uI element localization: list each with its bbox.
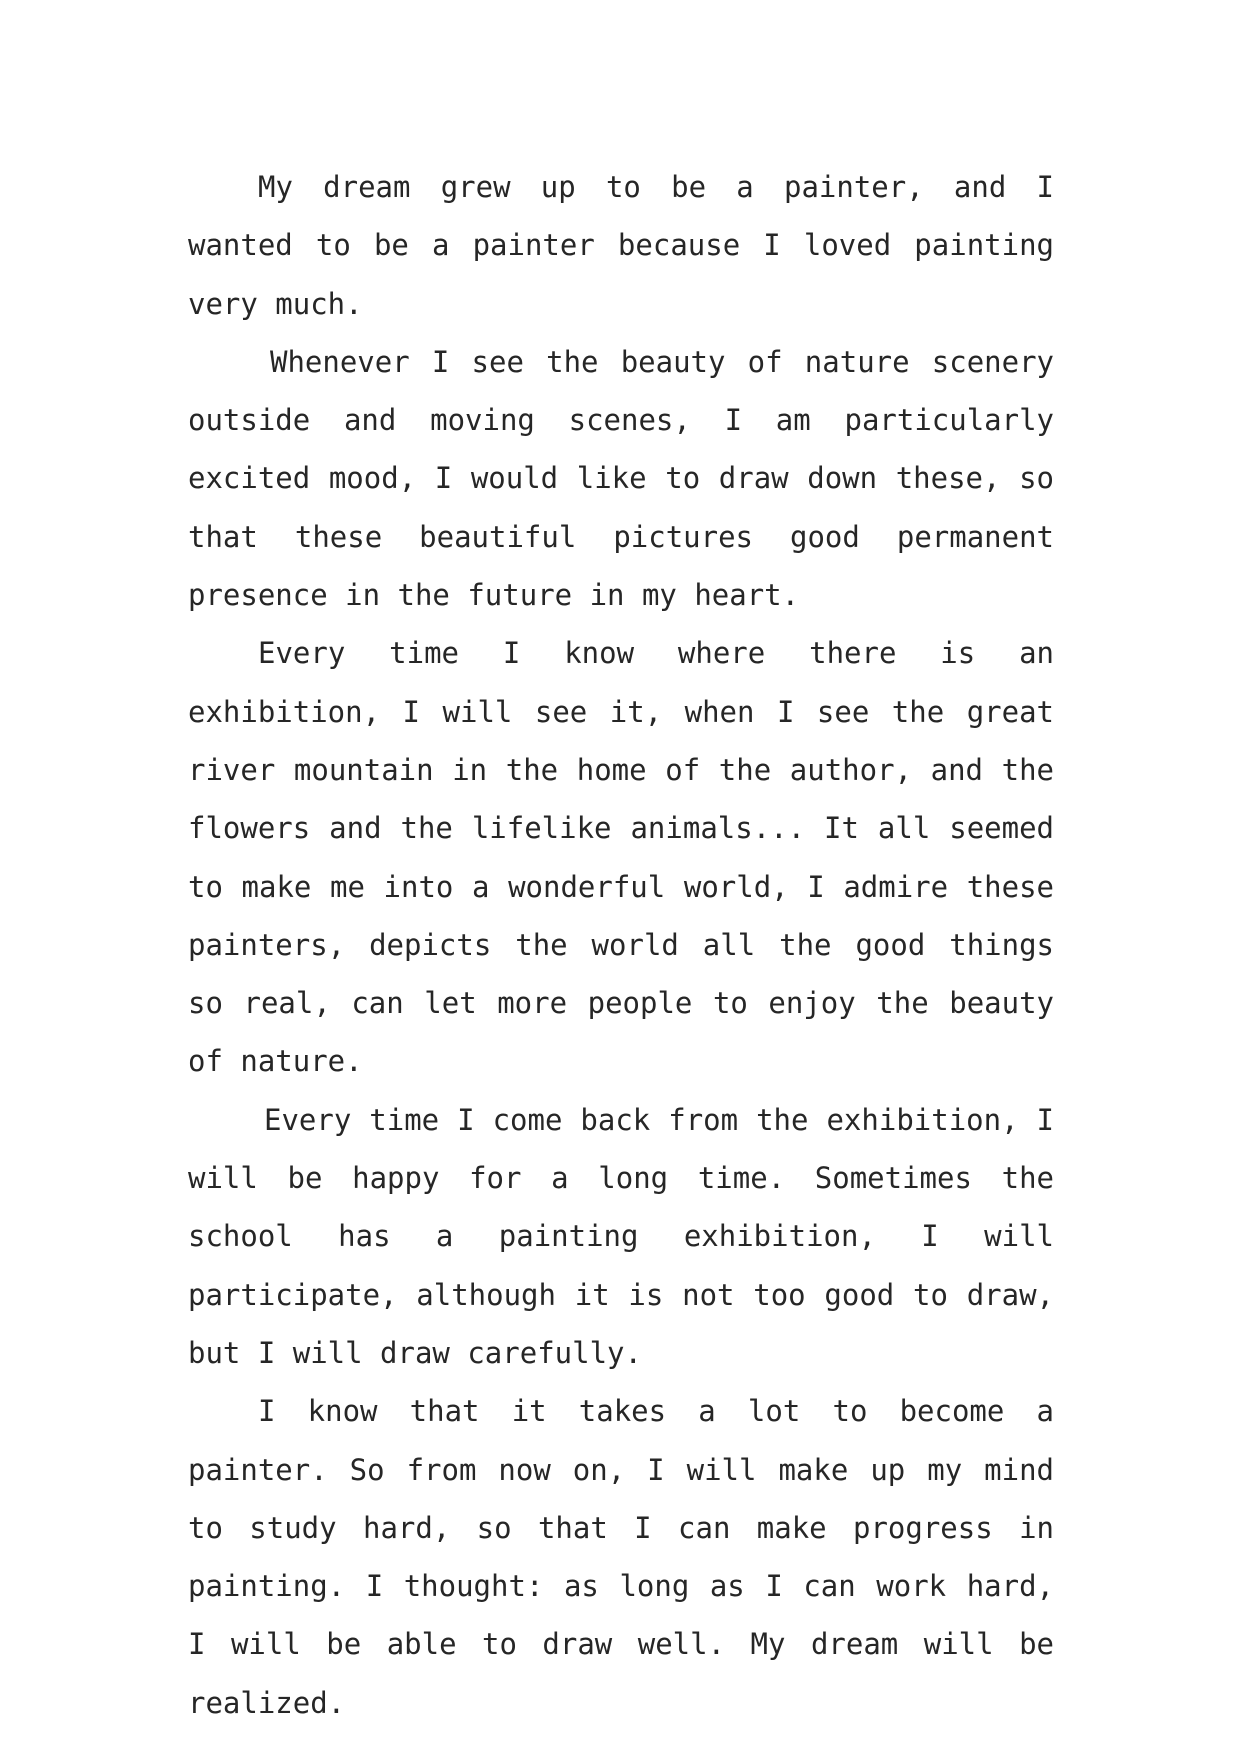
paragraph-3: Every time I know where there is an exhibition, I will see it, when I see the great river mountain in the home of the author, and the flowers and the lifelike animals... It all seemed to make me into a wonderful world, I admire these painters, depicts the world all the good things so real, can let more people to enjoy the beauty of nature. <box>188 636 1054 1079</box>
paragraph-4: Every time I come back from the exhibition, I will be happy for a long time. Sometimes the school has a painting exhibition, I will participate, although it is not too good to draw, but I will draw carefully. <box>188 1102 1054 1370</box>
paragraph-2: Whenever I see the beauty of nature scenery outside and moving scenes, I am particularly excited mood, I would like to draw down these, so that these beautiful pictures good permanent presence in the future in my heart. <box>188 344 1054 613</box>
essay-body <box>188 158 1054 1732</box>
paragraph-1: My dream grew up to be a painter, and I wanted to be a painter because I loved painting very much. <box>188 170 1054 321</box>
paragraph-5: I know that it takes a lot to become a painter. So from now on, I will make up my mind to study hard, so that I can make progress in painting. I thought: as long as I can work hard, I will be able to draw well. My dream will be realized. <box>188 1394 1054 1720</box>
